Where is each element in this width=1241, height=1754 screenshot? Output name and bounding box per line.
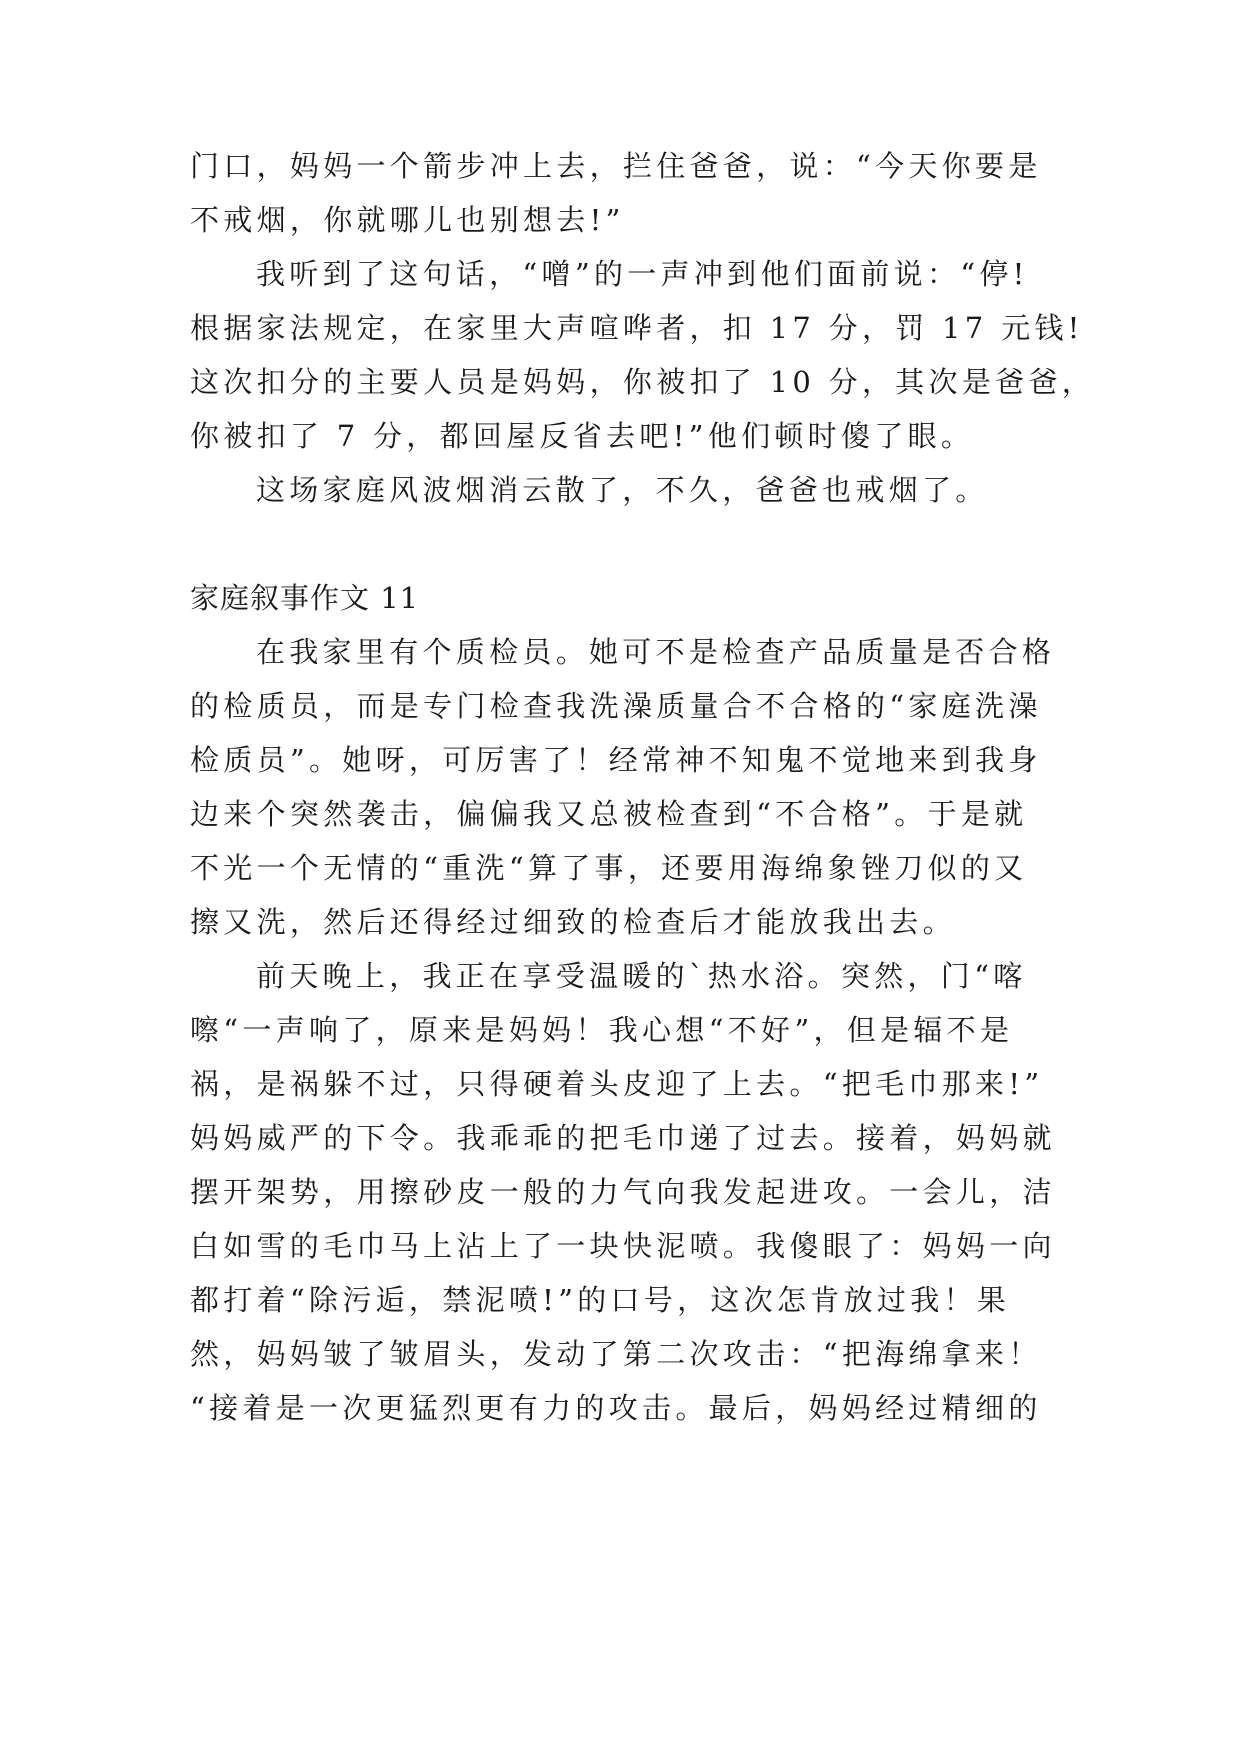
text-line: 都打着“除污逅，禁泥喷!”的口号，这次怎肯放过我！果 (190, 1283, 1011, 1317)
text-line: “接着是一次更猛烈更有力的攻击。最后，妈妈经过精细的 (190, 1391, 1042, 1425)
text-line: 祸，是祸躲不过，只得硬着头皮迎了上去。“把毛巾那来!” (190, 1067, 1044, 1101)
text-line: 擦又洗，然后还得经过细致的检查后才能放我出去。 (190, 905, 956, 939)
paragraph-start-line: 我听到了这句话，“噌”的一声冲到他们面前说：“停! (256, 257, 1029, 291)
text-line: 这次扣分的主要人员是妈妈，你被扣了 10 分，其次是爸爸， (190, 365, 1096, 399)
paragraph-start-line: 这场家庭风波烟消云散了，不久，爸爸也戒烟了。 (256, 473, 989, 507)
text-line: 不光一个无情的“重洗“算了事，还要用海绵象锉刀似的又 (190, 851, 1028, 885)
essay-title: 家庭叙事作文 11 (190, 581, 420, 615)
text-line: 摆开架势，用擦砂皮一般的力气向我发起进攻。一会儿，洁 (190, 1175, 1056, 1209)
text-line: 根据家法规定，在家里大声喧哗者，扣 17 分，罚 17 元钱! (190, 311, 1084, 345)
paragraph-start-line: 在我家里有个质检员。她可不是检查产品质量是否合格 (256, 635, 1056, 669)
text-line: 嚓“一声响了，原来是妈妈！我心想“不好”，但是辐不是 (190, 1013, 1014, 1047)
text-line: 然，妈妈皱了皱眉头，发动了第二次攻击：“把海绵拿来！ (190, 1337, 1042, 1371)
text-line: 不戒烟，你就哪儿也别想去!” (190, 203, 625, 237)
paragraph-start-line: 前天晚上，我正在享受温暖的`热水浴。突然，门“喀 (256, 959, 1027, 993)
text-line: 妈妈威严的下令。我乖乖的把毛巾递了过去。接着，妈妈就 (190, 1121, 1056, 1155)
text-line: 白如雪的毛巾马上沾上了一块快泥喷。我傻眼了：妈妈一向 (190, 1229, 1056, 1263)
text-line: 检质员”。她呀，可厉害了！经常神不知鬼不觉地来到我身 (190, 743, 1042, 777)
text-line: 门口，妈妈一个箭步冲上去，拦住爸爸，说：“今天你要是 (190, 149, 1042, 183)
text-line: 的检质员，而是专门检查我洗澡质量合不合格的“家庭洗澡 (190, 689, 1042, 723)
text-line: 边来个突然袭击，偏偏我又总被检查到“不合格”。于是就 (190, 797, 1028, 831)
text-line: 你被扣了 7 分，都回屋反省去吧!”他们顿时傻了眼。 (190, 419, 975, 453)
